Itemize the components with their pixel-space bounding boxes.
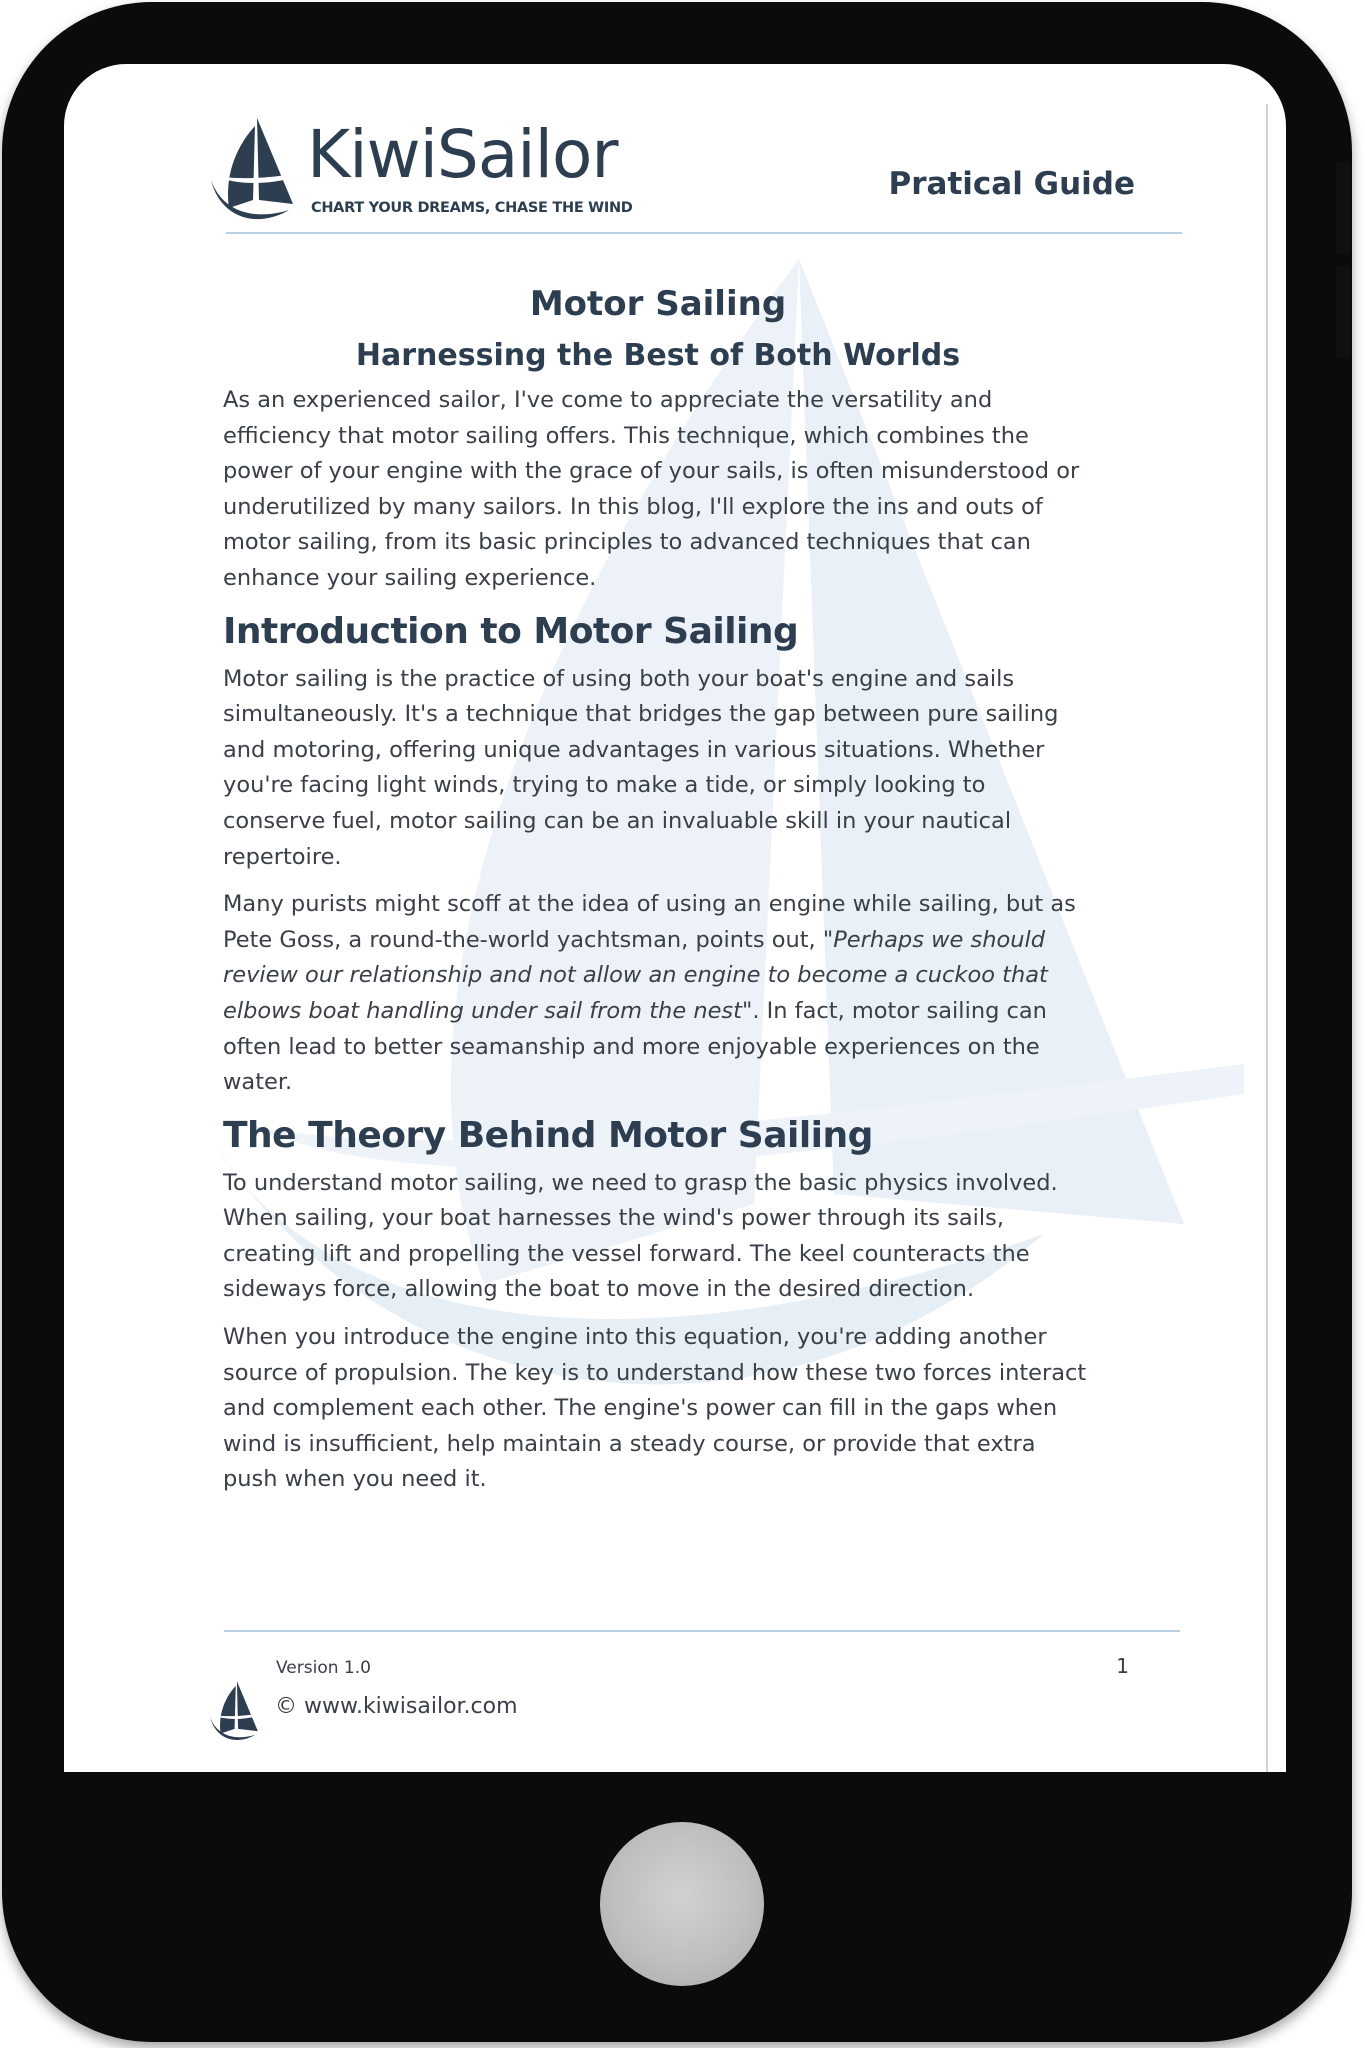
brand-tagline: CHART YOUR DREAMS, CHASE THE WIND [311,200,633,216]
version-label: Version 1.0 [276,1658,371,1678]
section-heading-introduction: Introduction to Motor Sailing [223,610,799,652]
section-paragraph-quote [223,887,1093,1101]
quote-lead-text: Many purists might scoff at the idea of using an engine while sailing, but as Pete Goss, a round-the-world yachtsman, points out, " [223,891,1076,953]
article-subtitle: Harnessing the Best of Both Worlds [355,338,961,373]
page-header [209,116,1189,256]
header-divider [226,232,1182,234]
tablet-screen [64,64,1286,1772]
page-number: 1 [1116,1654,1129,1678]
quote-trailing-text: ". In fact, motor sailing can often lead to better seamanship and more enjoyable experiences on the water. [223,997,1047,1096]
section-paragraph: Motor sailing is the practice of using both your boat's engine and sails simultaneously. It's a technique that bridges the gap between pure sailing and motoring, offering unique advantages in various situations. Whether you're facing light winds, trying to make a tide, or simply looking to conserve fuel, motor sailing can be an invaluable skill in your nautical repertoire. [223,665,1059,870]
side-button-upper[interactable] [1336,162,1350,254]
section-paragraph: When you introduce the engine into this equation, you're adding another source of propulsion. The key is to understand how these two forces interact and complement each other. The engine's power can fill in the gaps when wind is insufficient, help maintain a steady course, or provide that extra push when you need it. [223,1324,1087,1493]
intro-paragraph: As an experienced sailor, I've come to appreciate the versatility and efficiency that motor sailing offers. This technique, which combines the power of your engine with the grace of your sails, is often misunderstood or underutilized by many sailors. In this blog, I'll explore the ins and outs of motor sailing, from its basic principles to advanced techniques that can enhance your sailing experience. [223,387,1080,591]
section-paragraph: To understand motor sailing, we need to grasp the basic physics involved. When sailing, your boat harnesses the wind's power through its sails, creating lift and propelling the vessel forward. The keel counteracts the sideways force, allowing the boat to move in the desired direction. [223,1169,1058,1303]
footer-sail-logo-icon [209,1680,259,1744]
guide-label: Pratical Guide [888,166,1135,202]
section-heading-theory: The Theory Behind Motor Sailing [223,1114,873,1156]
brand-name: KiwiSailor [307,116,618,193]
side-button-lower[interactable] [1336,266,1350,358]
website-link[interactable]: © www.kiwisailor.com [275,1694,518,1719]
screen-edge-line [1266,104,1268,1772]
article-body [223,284,1093,1510]
footer-divider [224,1630,1180,1632]
home-button[interactable] [600,1822,764,1986]
page-footer [209,1634,1189,1754]
kiwisailor-sail-logo-icon [209,116,295,226]
pete-goss-quote: Perhaps we should review our relationship and not allow an engine to become a cuckoo that elbows boat handling under sail from the nest [223,926,1048,1024]
article-title: Motor Sailing [529,284,787,324]
